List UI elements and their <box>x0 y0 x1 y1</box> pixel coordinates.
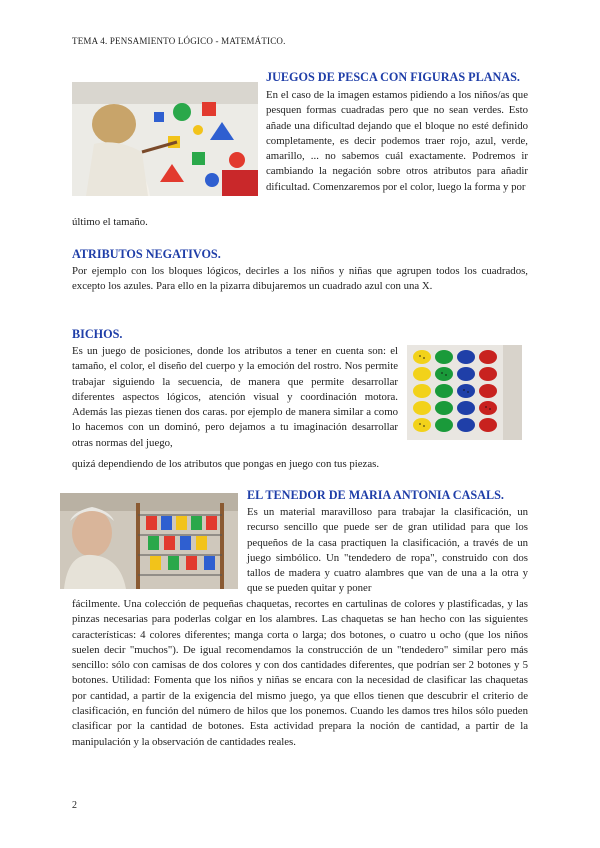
section-body-tenedor-full: fácilmente. Una colección de pequeñas chaquetas, recortes en cartulinas de colores y plastificadas, y las pinzas necesarias para poderlas colgar en los alambres. Las chaquetas se han hecho con las siguientes características: 4 colores diferentes; manga corta o larga; dos botones, o cuatro u ocho (que los niños suelen decir "muchos"). De igual recomendamos la construcción de un "tendedero" similar pero más sencillo: sólo con camisas de dos colores y con dos cantidades diferentes, que podrían ser 2 botones y 5 botones. Utilidad: Fomenta que los niños y niñas se encara con la necesidad de clasificar las chaquetas por cantidad, a partir de la exigencia del mismo juego, ya que ellos tienen que descubrir el criterio de clasificación, en función del número de hilos que los ponemos. Cuando les damos tres hilos sólo pueden clasificar por la cantidad de botones. Esta actividad prepara la noción de cantidad, a partir de la manipulación y la observación de cantidades reales. <box>72 598 528 748</box>
section-body-pesca: En el caso de la imagen estamos pidiendo a los niños/as que pesquen formas cuadradas pero que no sean verdes. Esto añade una dificultad dejando que el bloque no esté definido completamente, es decir podemos traer rojo, azul, verde, amarillo, ... no sabemos cuál exactamente. Podremos ir cambiando la negación sobre otros atributos para añadir dificultad. Comenzaremos por el color, luego la forma y por <box>266 89 528 193</box>
page-header: TEMA 4. PENSAMIENTO LÓGICO - MATEMÁTICO. <box>72 36 286 46</box>
section-title-negativos: ATRIBUTOS NEGATIVOS. <box>72 247 221 261</box>
section-body-bichos-tail: quizá dependiendo de los atributos que pongas en juego con tus piezas. <box>72 458 380 470</box>
section-title-tenedor: EL TENEDOR DE MARIA ANTONIA CASALS. <box>247 488 504 502</box>
section-title-pesca: JUEGOS DE PESCA CON FIGURAS PLANAS. <box>266 70 520 84</box>
fishing-game-photo <box>72 82 258 196</box>
section-body-negativos: Por ejemplo con los bloques lógicos, decirles a los niños y niñas que agrupen todos los cuadrados, excepto los azules. Para ello en la pizarra dibujaremos un cuadrado azul con una X. <box>72 265 528 293</box>
page-number: 2 <box>72 800 77 811</box>
bichos-game-photo <box>407 345 522 440</box>
section-body-bichos: Es un juego de posiciones, donde los atributos a tener en cuenta son: el tamaño, el color, el diseño del cuerpo y la emoción del rostro. Nos permite trabajar siguiendo la secuencia, de manera que permite desarrollar diferentes aspectos lógicos, atención visual y coordinación motora. Además las piezas tienen dos caras. por ejemplo de manera similar a como lo hacemos con un dominó, pero dejamos a tu imaginación desarrollar otras normas del juego, <box>72 345 398 449</box>
clothesline-photo <box>60 493 238 589</box>
section-body-tenedor: Es un material maravilloso para trabajar la clasificación, un recurso sencillo que puede ser de gran utilidad para que los pequeños de la casa practiquen la clasificación, a través de un juego simbólico. Un "tendedero de ropa", construido con dos tallos de madera y cuatro alambres que van de una a la otra y que se pueden quitar y poner <box>247 506 528 595</box>
section-body-pesca-tail: último el tamaño. <box>72 216 148 228</box>
section-title-bichos: BICHOS. <box>72 327 123 341</box>
